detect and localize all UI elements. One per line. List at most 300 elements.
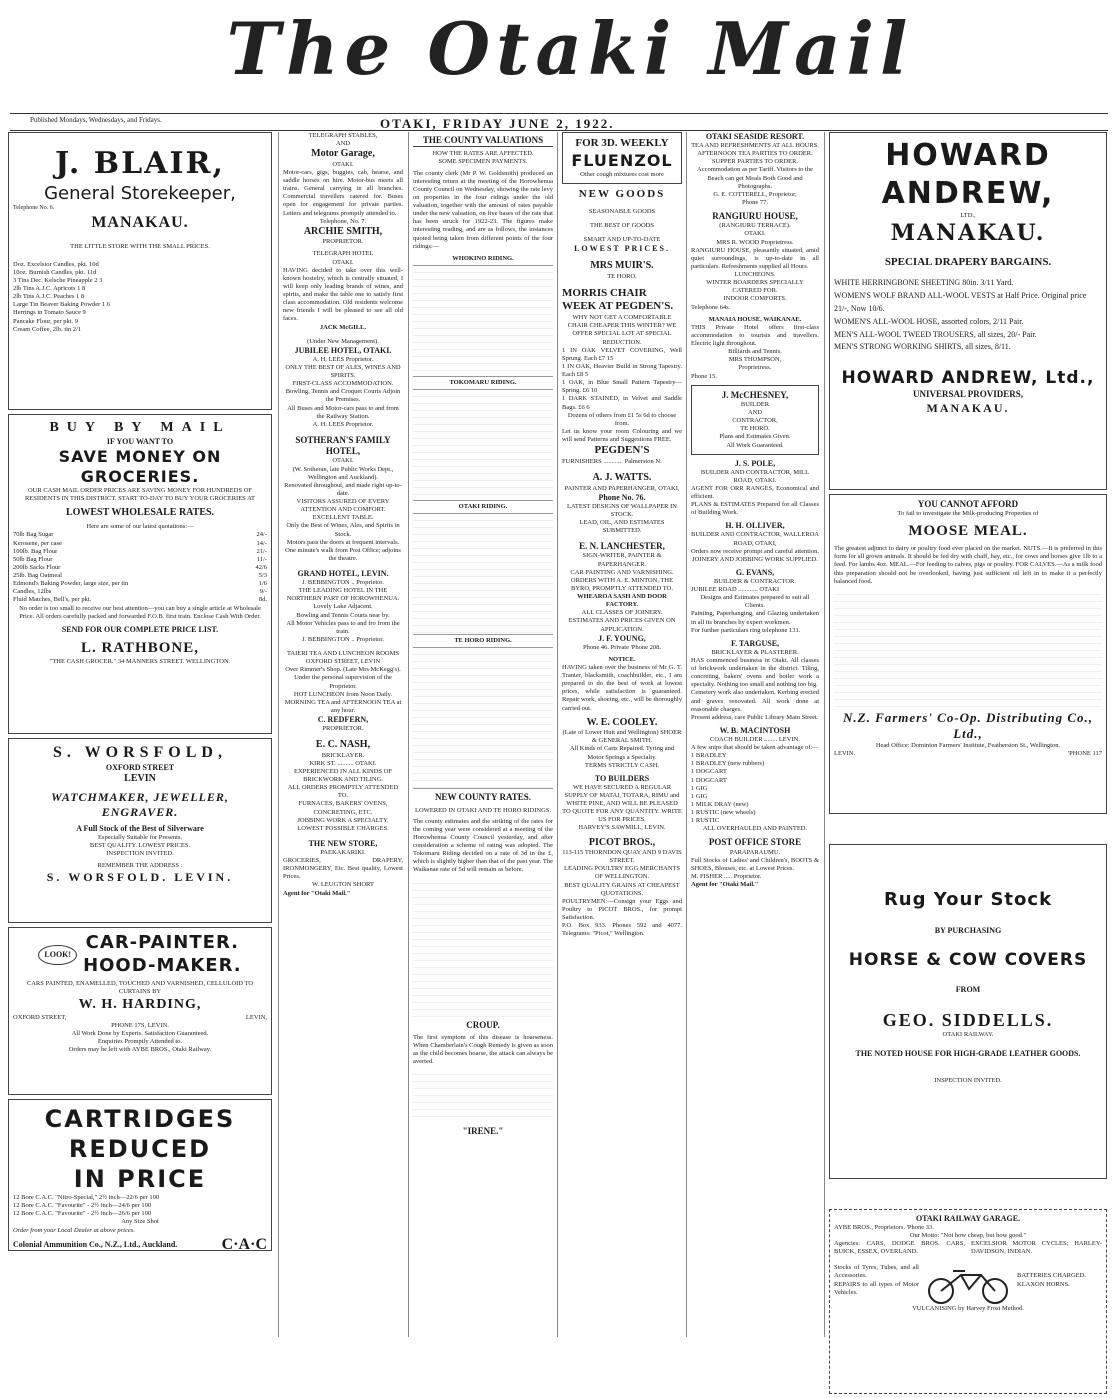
price-value: 21/- xyxy=(256,547,267,555)
article-paragraph: The first symptom of this disease is hoarseness. When Chamberlain's Cough Remedy is given as soon as the child becomes hoarse, the attack can always be averted. xyxy=(413,1033,553,1066)
jubilee-note: (Under New Management). xyxy=(307,337,379,345)
lanchester-line: ORDERS WITH A. E. MINTON, THE BYRO, PROMPTLY ATTENDED TO. xyxy=(570,576,674,592)
price-value: 14/- xyxy=(256,539,267,547)
andrew-sub2: UNIVERSAL PROVIDERS, xyxy=(912,389,1024,400)
sotheran-line: Renovated throughout, and made right up-to-date. xyxy=(284,481,402,497)
moose-h3: MOOSE MEAL. xyxy=(908,523,1028,540)
andrew-sub: SPECIAL DRAPERY BARGAINS. xyxy=(884,255,1052,268)
pegden-line: 1 IN OAK VELVET COVERING, Well Sprung. Each £7 15 xyxy=(562,346,682,362)
nash-name: E. C. NASH, xyxy=(315,739,371,751)
garage-cycles: EXCELSIOR MOTOR CYCLES; HARLEY-DAVIDSON, INDIAN. xyxy=(971,1240,1102,1256)
list-item: 1 DOGCART xyxy=(691,776,727,784)
stables-phone: Telephone, No. 7. xyxy=(319,217,367,225)
garage-sub: AYBE BROS., Proprietors. 'Phone 33. xyxy=(834,1224,934,1231)
moose-town: LEVIN. xyxy=(834,750,856,758)
moose-addr: Head Office: Dominion Farmers' Institute, Featherston St., Wellington. xyxy=(875,742,1061,750)
garage-motto: Our Motto: "Not how cheap, but how good." xyxy=(909,1232,1027,1240)
seaside-line: SUPPER PARTIES TO ORDER. xyxy=(711,158,799,166)
muir-line: SEASONABLE GOODS xyxy=(588,207,656,215)
pegden-line: 1 IN OAK, Heavier Build in Strong Tapestry. Each £8 5 xyxy=(562,362,682,378)
grand-line: THE LEADING HOTEL IN THE NORTHERN PART OF HOROWHENUA. xyxy=(286,587,400,603)
jubilee-name: JUBILEE HOTEL, OTAKI. xyxy=(294,345,392,355)
cartridges-advert xyxy=(8,1099,272,1251)
grand-sig: J. BEBBINGTON .. Proprietor. xyxy=(302,635,384,643)
list-item: WOMEN'S ALL-WOOL HOSE, assorted colors, 2/11 Pair. xyxy=(834,316,1024,326)
evans-line: Designs and Estimates prepared to suit all Clients. xyxy=(700,594,810,610)
moose-h1: YOU CANNOT AFFORD xyxy=(917,499,1019,509)
garage-line: KLAXON HORNS. xyxy=(1017,1280,1070,1288)
article-headline: CROUP. xyxy=(466,1019,500,1030)
worsfold-advert xyxy=(8,738,272,923)
list-item: WOMEN'S WOLF BRAND ALL-WOOL VESTS at Half Price. Original price 21/-, Now 10/6. xyxy=(834,291,1087,313)
macintosh-advert xyxy=(691,726,819,834)
worsfold-remember: REMEMBER THE ADDRESS : xyxy=(97,861,183,869)
lanchester-advert xyxy=(562,541,682,652)
worsfold-quality: BEST QUALITY. LOWEST PRICES. xyxy=(89,841,191,849)
jubilee-line: All Buses and Motor-cars pass to and from the Railway Station. xyxy=(287,404,399,420)
targuse-line: Present address, care Public Library Main Street. xyxy=(691,713,819,721)
cooley-name: W. E. COOLEY. xyxy=(586,716,658,728)
stables-prop: PROPRIETOR. xyxy=(322,238,364,246)
cooley-line: All Kinds of Carts Repaired. Tyring and Motor Springs a Specialty. xyxy=(569,745,675,761)
article-body-text xyxy=(413,877,553,1017)
muir-line: LOWEST PRICES. xyxy=(574,244,670,253)
worsfold-suit: Especially Suitable for Presents. xyxy=(97,833,183,841)
worsfold-street: OXFORD STREET xyxy=(105,763,175,772)
picot-advert xyxy=(562,837,682,939)
list-item: 12 Bore C.A.C. "Nitro-Special," 2½ inch—22/6 per 100 xyxy=(13,1194,160,1201)
rathbone-save: SAVE MONEY ON xyxy=(58,446,222,466)
seaside-line: TEA AND REFRESHMENTS AT ALL HOURS. xyxy=(691,142,819,149)
article-headline: NEW COUNTY RATES. xyxy=(434,792,532,803)
notice-advert xyxy=(562,656,682,713)
sotheran-line: EXCELLENT TABLE. xyxy=(312,514,374,522)
seaside-name: G. E. COTTERELL, Proprietor, xyxy=(713,190,797,198)
worsfold-town: LEVIN xyxy=(124,773,156,784)
dateline: OTAKI, FRIDAY JUNE 2, 1922. xyxy=(380,116,615,131)
pole-advert xyxy=(691,459,819,518)
newstore-body: GROCERIES, DRAPERY, IRONMONGERY, Etc. Best quality, Lowest Prices. xyxy=(283,857,403,881)
tearooms-name: C. REDFERN, xyxy=(317,715,369,724)
watts-name: A. J. WATTS. xyxy=(592,472,652,483)
price-item: Edmond's Baking Powder, large size, per tin xyxy=(13,580,129,588)
list-item: 1 RUSTIC xyxy=(691,817,719,825)
price-item: 25lb. Bag Oatmeal xyxy=(13,572,62,579)
price-item: 200lb Sacks Flour xyxy=(13,563,61,571)
rathbone-note: No order is too small to receive our best attention—you can buy a single article at Wholesale Price. All orders carefully packed and forwarded F.O.B. first train. Enclose Cash With Order. xyxy=(19,604,261,620)
picot-line: POULTRYMEN:—Consign your Eggs and Poultry to PICOT BROS., for prompt Satisfaction. xyxy=(562,897,682,921)
tearooms-prop: PROPRIETOR. xyxy=(322,725,364,732)
lanchester-line: CAR PAINTING AND VARNISHING. xyxy=(570,568,674,576)
garage-agencies xyxy=(834,1240,1102,1256)
andrew-advert xyxy=(829,132,1107,490)
nash-addr: KIRK ST. .......... OTAKI. xyxy=(309,759,377,767)
notice-body: HAVING taken over the business of Mr G. T. Tranter, blacksmith, coachbuilder, etc., I am prepared to do the best of work at lowest prices, while satisfaction is guaranteed. Repair work, shoeing, etc., will be thoroughly carried out. xyxy=(562,663,682,712)
look-badge: LOOK! xyxy=(38,945,77,965)
pole-name: J. S. POLE, xyxy=(734,458,776,468)
tearooms-h1: TAIERI TEA AND LUNCHEON ROOMS xyxy=(286,650,400,657)
table-row xyxy=(13,564,267,572)
list-item: 1 MILK DRAY (new) xyxy=(691,800,749,808)
list-item: Doz. Excelsior Candles, pkt. 10d xyxy=(13,260,99,268)
price-value: 11/- xyxy=(256,555,267,563)
muir-town: TE HORO. xyxy=(607,272,637,280)
mcchesney-town: TE HORO. xyxy=(740,425,770,433)
riding-heading: TOKOMARU RIDING. xyxy=(449,378,517,386)
telegraph-hotel xyxy=(283,250,403,331)
sotheran-line: Motors pass the doors at frequent intervals. xyxy=(286,538,400,546)
siddells-advert xyxy=(829,844,1107,1179)
macintosh-name: W. B. MACINTOSH xyxy=(719,725,791,735)
rate-table xyxy=(413,265,553,377)
price-value: 9/- xyxy=(259,588,267,596)
table-row xyxy=(13,548,267,556)
targuse-trade: BRICKLAYER & PLASTERER. xyxy=(711,648,799,656)
price-item: 50lb Bag Flour xyxy=(13,555,53,563)
watts-trade: PAINTER AND PAPERHANGER, OTAKI, xyxy=(564,484,680,492)
picot-addr: 113-115 THORNDON QUAY AND 9 DAVIS STREET. xyxy=(562,849,682,865)
cartridges-footer xyxy=(13,1235,267,1255)
fluenzol-h2: FLUENZOL xyxy=(571,150,673,170)
riding-heading: WHOKINO RIDING. xyxy=(452,254,514,262)
manaia-prop: Proprietress. xyxy=(738,364,772,372)
rathbone-list-intro: Here are some of our latest quotations:— xyxy=(86,523,194,531)
notice-h1: NOTICE. xyxy=(608,655,636,663)
worsfold-trades: WATCHMAKER, JEWELLER, ENGRAVER. xyxy=(51,789,229,819)
tearooms-line: HOT LUNCHEON from Noon Daily. MORNING TEA and AFTERNOON TEA at any hour. xyxy=(284,690,402,714)
builders-body: WE HAVE SECURED A REGULAR SUPPLY OF MATAI, TOTARA, RIMU and WHITE PINE, AND WILL BE PLEASED TO QUOTE FOR ANY QUANTITY. WRITE US FOR PRICES. xyxy=(562,783,682,824)
mcchesney-advert xyxy=(691,385,819,455)
list-item: Large Tin Beaver Baking Powder 1 6 xyxy=(13,301,111,309)
picot-line: LEADING POULTRY EGG MERCHANTS OF WELLINGTON. xyxy=(564,865,680,881)
olliver-line: JOINERY AND JOBBING WORK SUPPLIED. xyxy=(692,555,818,563)
muir-h1: NEW GOODS xyxy=(578,187,666,200)
rathbone-price-table xyxy=(13,531,267,604)
jubilee-prop: A. H. LEES Proprietor. xyxy=(312,355,374,363)
lanchester-line: ESTIMATES AND PRICES GIVEN ON APPLICATION. xyxy=(568,617,676,633)
list-item: Pancake Flour, per pkt. 9 xyxy=(13,317,79,325)
sotheran-name: SOTHERAN'S FAMILY HOTEL, xyxy=(295,434,391,457)
harding-car-painter: CAR-PAINTER. xyxy=(85,932,239,953)
rathbone-send: SEND FOR OUR COMPLETE PRICE LIST. xyxy=(61,624,219,634)
mcchesney-line: AND xyxy=(747,409,763,416)
price-item: 100lb. Bag Flour xyxy=(13,547,58,555)
garage-agents: Agencies: CARS, DODGE BROS. CARS, BUICK, ESSEX, OVERLAND. xyxy=(834,1240,965,1256)
rathbone-sub: IF YOU WANT TO xyxy=(106,436,174,446)
riding-heading: OTAKI RIDING. xyxy=(458,503,508,510)
siddells-h1: Rug Your Stock xyxy=(883,889,1053,910)
publication-note: Published Mondays, Wednesdays, and Fridays. xyxy=(30,116,162,124)
rangiuru-line: LUNCHEONS. xyxy=(734,271,776,278)
mcchesney-line: CONTRACTOR, xyxy=(732,417,778,425)
seaside-line: AFTERNOON TEA PARTIES TO ORDER. xyxy=(697,150,813,158)
pegden-line: 1 DARK STAINED, in Velvet and Saddle Bags. £6 6 xyxy=(562,395,682,411)
fluenzol-h1: FOR 3D. WEEKLY xyxy=(575,137,669,149)
cac-logo: C·A·C xyxy=(221,1235,267,1253)
blair-name: J. BLAIR, xyxy=(55,146,225,181)
grand-line: All Motor Vehicles pass to and fro from the train. xyxy=(286,619,400,635)
pegden-h1: MORRIS CHAIR WEEK AT PEGDEN'S. xyxy=(562,286,674,313)
price-value: 8d. xyxy=(258,596,267,604)
postoffice-agent: Agent for "Otaki Mail." xyxy=(691,881,759,889)
stables-advert xyxy=(283,132,403,246)
stables-town: OTAKI. xyxy=(332,160,354,168)
siddells-addr: OTAKI RAILWAY. xyxy=(942,1031,994,1039)
moose-advert xyxy=(829,494,1107,814)
evans-addr: JUBILEE ROAD ............ OTAKI xyxy=(691,586,780,593)
tearooms-addr: OXFORD STREET, LEVIN xyxy=(305,658,381,666)
list-item: 2lb Tins A.J.C. Peaches 1 8 xyxy=(13,293,85,301)
lanchester-trade: SIGN-WRITER, PAINTER & PAPERHANGER. xyxy=(582,552,662,568)
worsfold-stock: A Full Stock of the Best of Silverware xyxy=(76,823,204,833)
newstore-prop: W. LEUGTON SHORT xyxy=(312,881,374,889)
pole-line: PLANS & ESTIMATES Prepared for all Classes of Building Work. xyxy=(691,501,819,517)
manaia-prop-name: MRS THOMPSON, xyxy=(728,356,782,364)
price-value: 24/- xyxy=(256,531,267,539)
seaside-phone: Phone 77. xyxy=(742,198,768,206)
postoffice-town: PARAPARAUMU. xyxy=(729,848,781,856)
postoffice-name: POST OFFICE STORE xyxy=(708,837,802,848)
harding-advert xyxy=(8,927,272,1095)
article-paragraph: The county clerk (Mr P. W. Goldsmith) produced an interesting return at the meeting of the Horowhenua County Council on Wednesday, showing the rate levy on properties in the four ridings under the old valuation, together with the amount of rates payable under the new valuation, on five bases of the rate that has been struck for 1922-23. The figures make interesting reading, and are as follows, the instances quoted being taken from different points of the four ridings:— xyxy=(413,169,553,250)
macintosh-trade: COACH BUILDER ........ LEVIN. xyxy=(710,735,800,743)
postoffice-advert xyxy=(691,837,819,889)
list-item: 12 Bore C.A.C. "Favourite" - 2½ inch—26/6 per 100 xyxy=(13,1210,152,1218)
rathbone-rates: LOWEST WHOLESALE RATES. xyxy=(65,506,215,518)
list-item: 1 GIG xyxy=(691,792,708,800)
rangiuru-town: OTAKI. xyxy=(744,230,766,238)
table-row xyxy=(13,572,267,580)
column-1 xyxy=(8,132,272,1255)
cartridges-h3: IN PRICE xyxy=(73,1165,207,1193)
blair-town: MANAKAU. xyxy=(91,213,189,231)
targuse-line: Cemetery work also undertaken. Kerbing erected and graves renovated. All work done at reasonable charges. xyxy=(691,689,819,713)
evans-name: G. EVANS, xyxy=(735,567,775,577)
cartridges-h1: CARTRIDGES xyxy=(44,1105,236,1133)
rangiuru-advert xyxy=(691,211,819,312)
motorcycle-icon xyxy=(923,1257,1013,1305)
newstore-name: THE NEW STORE, xyxy=(308,838,378,848)
price-item: Fluid Matches, Bell's, per pkt. xyxy=(13,596,92,604)
jubilee-hotel xyxy=(283,338,403,429)
harding-header xyxy=(13,932,267,977)
grand-hotel xyxy=(283,569,403,644)
watts-line: LATEST DESIGNS OF WALLPAPER IN STOCK. xyxy=(566,502,678,518)
list-item: MEN'S ALL-WOOL TWEED TROUSERS, all sizes, 20/- Pair. xyxy=(834,329,1037,339)
sotheran-line: VISITORS ASSURED OF EVERY ATTENTION AND COMFORT. xyxy=(296,498,390,514)
sotheran-hotel xyxy=(283,435,403,563)
blair-trade: General Storekeeper, xyxy=(44,182,236,204)
builders-h1: TO BUILDERS xyxy=(594,773,650,783)
pegden-line: Dozens of others from £1 5s 6d to choose from. xyxy=(567,411,677,427)
sotheran-line: One minute's walk from Post Office; adjoins the theatre. xyxy=(285,546,401,562)
fluenzol-note: Other cough mixtures cost more xyxy=(580,170,664,178)
rathbone-addr: "THE CASH GROCER." 34 MANNERS STREET. WELLINGTON. xyxy=(49,657,231,665)
list-item: 1 DOGCART xyxy=(691,768,727,776)
garage-line: Stocks of Tyres, Tubes, and all Accessories. xyxy=(834,1264,919,1280)
rate-table xyxy=(413,389,553,501)
column-divider xyxy=(824,132,825,1337)
harding-line: All Work Done by Experts. Satisfaction Guaranteed. xyxy=(71,1030,209,1037)
list-item: Any Size Shot xyxy=(121,1218,159,1226)
price-value: 1/6 xyxy=(258,580,267,588)
harding-name: W. H. HARDING, xyxy=(78,997,202,1013)
garage-line: BATTERIES CHARGED. xyxy=(1017,1272,1086,1280)
garage-line: REPAIRS to all types of Motor Vehicles. xyxy=(834,1280,919,1296)
postoffice-line: Full Stocks of Ladies' and Children's, BOOTS & SHOES, Blouses, etc. at Lowest Prices. xyxy=(691,856,819,872)
siddells-line: THE NOTED HOUSE FOR HIGH-GRADE LEATHER GOODS. xyxy=(855,1049,1081,1059)
blair-phone: Telephone No. 6. xyxy=(13,205,55,211)
nash-line: LOWEST POSSIBLE CHARGES. xyxy=(297,824,389,832)
olliver-advert xyxy=(691,521,819,564)
nash-line: FURNACES, BAKERS' OVENS, CONCRETING, ETC. xyxy=(298,800,388,816)
postoffice-sig: M. FISHER ..... Proprietor. xyxy=(691,873,762,880)
cooley-sub: (Late of Lower Hutt and Wellington) SHOER & GENERAL SMITH. xyxy=(562,729,682,745)
muir-line: SMART AND UP-TO-DATE xyxy=(583,235,661,243)
manaia-name: MANAIA HOUSE, WAIKANAE. xyxy=(708,315,802,323)
lanchester-name: E. N. LANCHESTER, xyxy=(579,541,665,552)
list-item: 12 Bore C.A.C. "Favourite" - 2½ inch—24/6 per 100 xyxy=(13,1202,152,1210)
garage-h1: OTAKI RAILWAY GARAGE. xyxy=(915,1214,1021,1223)
targuse-line: HAS commenced business in Otaki. All classes of brickwork undertaken in the district. Tiling, concreting, bakers' ovens and boiler work a specialty. Nothing too small and nothing too big. xyxy=(691,656,819,689)
article-body-text xyxy=(413,1068,553,1123)
article-headline: THE COUNTY VALUATIONS xyxy=(413,135,553,147)
tearooms xyxy=(283,650,403,733)
watts-line: LEAD, OIL, AND ESTIMATES SUBMITTED. xyxy=(579,518,665,534)
jubilee-line: ONLY THE BEST OF ALES, WINES AND SPIRITS. xyxy=(285,363,401,379)
muir-advert xyxy=(562,188,682,281)
list-item: 2lb Tins A.J.C. Apricots 1 8 xyxy=(13,285,86,292)
siddells-insp: INSPECTION INVITED. xyxy=(934,1077,1002,1085)
sotheran-line: (W. Sotheran, late Public Works Dept., Wellington and Auckland). xyxy=(292,465,394,481)
moose-h2: To fail to investigate the Milk-producing Properties of xyxy=(897,510,1039,518)
manaia-advert xyxy=(691,316,819,381)
harding-town: LEVIN, xyxy=(245,1013,267,1021)
andrew-ltd: LTD., xyxy=(960,212,976,219)
newstore-advert xyxy=(283,839,403,898)
muir-name: MRS MUIR'S. xyxy=(590,260,654,271)
article-paragraph: The county estimates and the striking of the rates for the coming year were considered at a meeting of the Horowhenua County Council yesterday, and after consideration a scheme of rating was adopted. The Tokomaru Riding decided on a rate of 3d in the £, which is slightly higher than that of the past year. The Waikanae rate of 5d will remain as before. xyxy=(413,817,553,874)
builders-sig: HARVEY'S SAWMILL, LEVIN. xyxy=(578,824,666,832)
evans-line: Painting, Paperhanging, and Glazing undertaken in all its branches by expert workmen. xyxy=(691,610,819,626)
newstore-town: PAEKAKARIKI. xyxy=(320,848,366,856)
newspaper-title: The Otaki Mail xyxy=(226,6,914,91)
siddells-h2: BY PURCHASING xyxy=(934,925,1002,935)
price-item: Candles, 12lbs xyxy=(13,588,52,596)
andrew-h1: HOWARD ANDREW, xyxy=(834,137,1102,212)
rathbone-groceries: GROCERIES. xyxy=(80,466,200,486)
rangiuru-name: RANGIURU HOUSE, xyxy=(712,211,798,221)
rangiuru-prop: MRS R. WOOD Proprietress. xyxy=(716,238,794,246)
seaside-h1: OTAKI SEASIDE RESORT. xyxy=(705,132,805,141)
garage-line: VULCANISING by Harvey Frost Method. xyxy=(912,1304,1024,1312)
olliver-name: H. H. OLLIVER, xyxy=(725,521,785,531)
list-item: 1 BRADLEY xyxy=(691,752,727,760)
rate-table xyxy=(413,513,553,635)
rule-bottom xyxy=(10,130,1108,131)
targuse-advert xyxy=(691,639,819,722)
macintosh-line: ALL OVERHAULED AND PAINTED. xyxy=(702,825,808,833)
column-divider xyxy=(557,132,558,1337)
article-headline: "IRENE." xyxy=(462,1126,504,1137)
hotel-name: JACK McGILL. xyxy=(319,323,367,331)
watts-advert xyxy=(562,472,682,535)
pegden-line: Let us know your room Colouring and we will send Patterns and Suggestions FREE. xyxy=(562,427,682,443)
lanchester-line: ALL CLASSES OF JOINERY. xyxy=(581,609,663,617)
pole-trade: BUILDER AND CONTRACTOR, MILL ROAD, OTAKI. xyxy=(700,468,810,484)
seaside-advert xyxy=(691,132,819,207)
rangiuru-sub: (RANGIURU TERRACE). xyxy=(719,222,791,230)
pegden-sub: FURNISHERS ............ Palmerston N. xyxy=(562,457,662,465)
lanchester-sig: J. F. YOUNG, xyxy=(598,633,646,643)
nash-line: JOBBING WORK A SPECIALTY. xyxy=(297,816,389,824)
garage-body xyxy=(834,1257,1102,1305)
price-value: 42/6 xyxy=(255,563,267,571)
list-item: Cream Coffee, 2lb. tin 2/1 xyxy=(13,325,82,333)
manaia-phone: Phone 15. xyxy=(691,372,717,380)
andrew-name: HOWARD ANDREW, Ltd., xyxy=(841,368,1095,389)
newstore-agent: Agent for "Otaki Mail." xyxy=(283,889,351,897)
worsfold-name: S. WORSFOLD, xyxy=(53,744,227,761)
mcchesney-name: J. McCHESNEY, xyxy=(721,389,789,400)
olliver-trade: BUILDER AND CONTRACTOR, WALLEROA ROAD, OTAKI, xyxy=(691,531,819,547)
picot-line: BEST QUALITY GRAINS AT CHEAPEST QUOTATIONS. xyxy=(564,881,680,897)
list-item: Order from your Local Dealer at above prices. xyxy=(13,1226,135,1234)
table-row xyxy=(13,531,267,539)
moose-body: The greatest adjunct to dairy or poultry food ever placed on the market. NUTS.—It is preferred in this form for all grown animals. It should be fed dry with chaff, hay, etc., for cows and horses give 1lb to a feed. For lambs 4oz. MEAL.—For feeding to calves, pigs or poultry. FOR CALVES.—As a milk food this preparation should not be overlooked, having just sufficient oil left in to make it a perfectly balanced food. xyxy=(834,545,1102,585)
evans-advert xyxy=(691,568,819,635)
andrew-list xyxy=(834,277,1102,354)
pegden-name: PEGDEN'S xyxy=(594,444,650,457)
siddells-name: GEO. SIDDELLS. xyxy=(882,1009,1054,1030)
column-5 xyxy=(691,132,819,889)
targuse-name: F. TARGUSE, xyxy=(730,638,780,648)
column-2 xyxy=(283,132,403,898)
tearooms-line: Over Rimmer's Shop. (Late Mrs McKegg's). xyxy=(285,666,401,674)
sotheran-line: Only the Best of Wines, Ales, and Spirits in Stock. xyxy=(286,522,400,538)
andrew-town2: MANAKAU. xyxy=(926,400,1010,415)
pegden-advert xyxy=(562,287,682,466)
hotel-body: HAVING decided to take over this well-known hostelry, which is centrally situated, I will keep only leading brands of wines, and spirits, and make the table one to satisfy first class accommodation. Old residents welcome new friends I will be pleased to see all old faces. xyxy=(283,266,403,323)
rangiuru-line: RANGIURU HOUSE, pleasantly situated, amid quiet surroundings, is up-to-date in all particulars. Refreshments supplied all Hours. xyxy=(691,246,819,270)
mcchesney-line: All Work Guaranteed. xyxy=(726,441,784,449)
rathbone-intro: OUR CASH MAIL ORDER PRICES ARE SAVING MONEY FOR HUNDREDS OF RESIDENTS IN THIS DISTRICT. START TO-DAY TO BUY YOUR GROCERIES AT xyxy=(24,486,256,502)
moose-company: N.Z. Farmers' Co-Op. Distributing Co., Ltd., xyxy=(842,709,1093,741)
list-item: 3 Tins Dec. Kelsche Pineapple 2 3 xyxy=(13,276,103,284)
worsfold-insp: INSPECTION INVITED. xyxy=(106,849,174,857)
mcchesney-line: BUILDER xyxy=(740,400,770,408)
rangiuru-line: INDOOR COMFORTS. xyxy=(723,295,787,303)
masthead xyxy=(0,0,1114,115)
evans-trade: BUILDER & CONTRACTOR. xyxy=(713,577,797,585)
table-row xyxy=(13,596,267,604)
worsfold-addr: S. WORSFOLD. LEVIN. xyxy=(46,870,234,884)
pegden-line: WHY NOT GET A COMFORTABLE CHAIR CHEAPER THIS WINTER? WE OFFER SPECIAL LOT AT SPECIAL REDUCTION. xyxy=(567,314,677,346)
jubilee-line: FIRST-CLASS ACCOMMODATION. xyxy=(292,380,394,388)
hotel-town: OTAKI. xyxy=(332,258,354,266)
riding-heading: TE HORO RIDING. xyxy=(454,637,512,645)
list-item: MEN'S STRONG WORKING SHIRTS, all sizes, 8/11. xyxy=(834,342,1011,352)
harding-line: Orders may be left with AYBE BROS., Otaki Railway. xyxy=(68,1046,212,1054)
rathbone-advert xyxy=(8,414,272,734)
blair-advert xyxy=(8,132,272,410)
stables-h1: TELEGRAPH STABLES, xyxy=(308,132,378,139)
moose-body-text xyxy=(834,588,1102,708)
grand-line: Lovely Lake Adjacent. xyxy=(313,603,373,611)
table-row xyxy=(13,540,267,548)
column-6 xyxy=(829,132,1107,1398)
rule-top xyxy=(10,113,1108,114)
